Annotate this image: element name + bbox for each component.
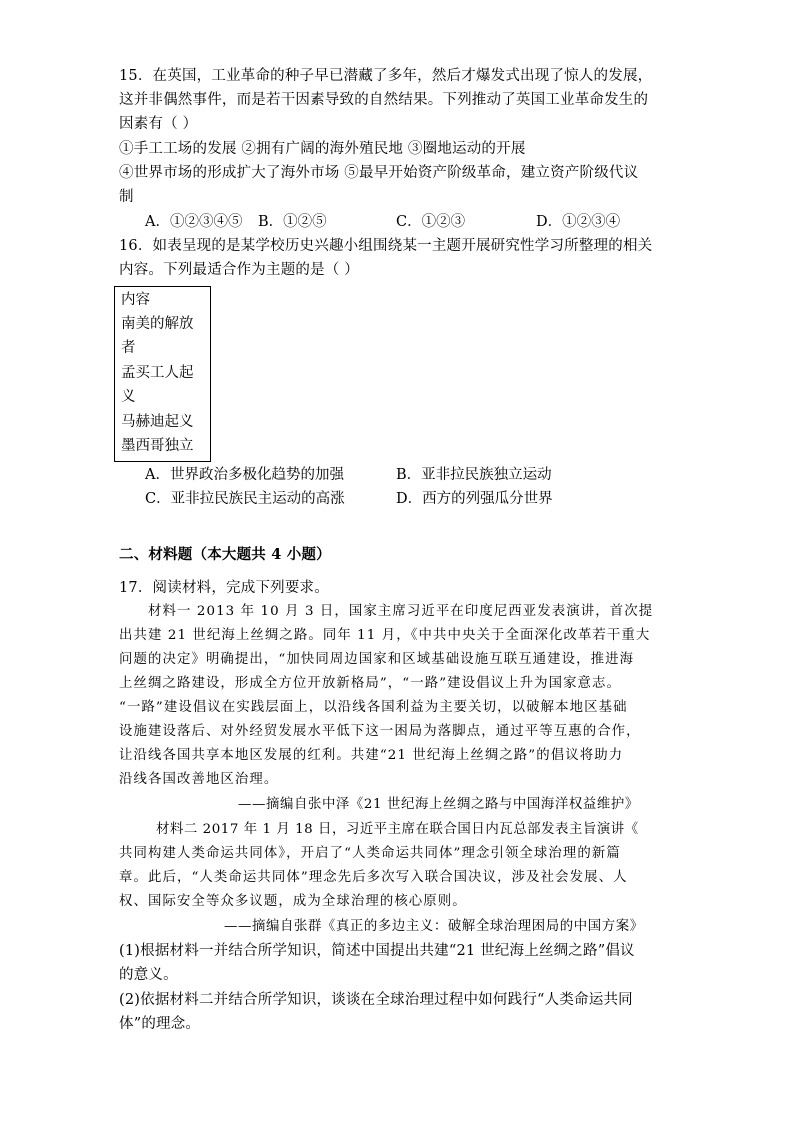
table-cell-line: 墨西哥独立 [121,438,194,454]
q16-stem-line-1: 16．如表呈现的是某学校历史兴趣小组围绕某一主题开展研究性学习所整理的相关 [119,238,653,254]
q17-material1-line: “一路”建设倡议在实践层面上，以沿线各国利益为主要关切，以破解本地区基础 [119,700,628,715]
table-cell-line: 孟买工人起 [121,365,194,381]
q17-material1-line: 设施建设落后、对外经贸发展水平低下这一困局为落脚点，通过平等互惠的合作， [119,724,641,739]
q15-items-line-1: ①手工工场的发展 ②拥有广阔的海外殖民地 ③圈地运动的开展 [119,141,526,157]
q17-material1-line: 上丝绸之路建设，形成全方位开放新格局”，“一路”建设倡议上升为国家意志。 [119,676,622,691]
q17-material1-line: 让沿线各国共享本地区发展的红利。共建“21 世纪海上丝绸之路”的倡议将助力 [119,748,624,763]
table-cell-header: 内容 [121,292,150,308]
q17-material1-line: 沿线各国改善地区治理。 [119,772,279,787]
q17-subquestion-2-line-2: 体”的理念。 [119,1016,201,1032]
q15-stem-line-1: 15．在英国，工业革命的种子早已潜藏了多年，然后才爆发式出现了惊人的发展， [119,68,653,84]
q17-material1-line: 出共建 21 世纪海上丝绸之路。同年 11 月，《中共中央关于全面深化改革若干重大 [119,628,651,643]
q17-subquestion-2-line-1: (2)依据材料二并结合所学知识，谈谈在全球治理过程中如何践行“人类命运共同 [119,992,633,1008]
q16-option-c: C．亚非拉民族民主运动的高涨 [145,491,345,507]
q17-intro: 17．阅读材料，完成下列要求。 [119,580,329,596]
q16-option-b: B．亚非拉民族独立运动 [396,467,552,483]
q15-stem-line-3: 因素有（ ） [119,116,198,132]
q16-stem-line-2: 内容。下列最适合作为主题的是（ ） [119,262,360,278]
q17-material1-line: 材料一 2013 年 10 月 3 日，国家主席习近平在印度尼西亚发表演讲，首次提 [148,604,654,619]
q17-material2-line: 材料二 2017 年 1 月 18 日，习近平主席在联合国日内瓦总部发表主旨演讲《 [156,822,639,837]
q15-option-a: A．①②③④⑤ [145,214,243,230]
table-cell-line: 马赫迪起义 [121,414,194,430]
q17-subquestion-1-line-1: (1)根据材料一并结合所学知识，简述中国提出共建“21 世纪海上丝绸之路”倡议 [119,943,635,959]
q15-stem-line-2: 这并非偶然事件，而是若干因素导致的自然结果。下列推动了英国工业革命发生的 [119,92,649,108]
q16-option-d: D．西方的列强瓜分世界 [396,491,553,507]
q17-material2-line: 共同构建人类命运共同体》，开启了“人类命运共同体”理念引领全球治理的新篇 [119,846,621,861]
q17-subquestion-1-line-2: 的意义。 [119,967,178,983]
q17-material2-line: 权、国际安全等众多议题，成为全球治理的核心原则。 [119,894,467,909]
table-cell-line: 义 [121,389,136,405]
q17-material1-line: 问题的决定》明确提出，“加快同周边国家和区域基础设施互联互通建设，推进海 [119,652,635,667]
q15-option-d: D．①②③④ [536,214,621,230]
q16-option-a: A．世界政治多极化趋势的加强 [145,467,344,483]
q15-option-b: B．①②⑤ [258,214,327,230]
q15-items-line-2: ④世界市场的形成扩大了海外市场 ⑤最早开始资产阶级革命，建立资产阶级代议 [119,165,639,181]
q15-option-c: C．①②③ [396,214,466,230]
q17-material2-line: 章。此后，“人类命运共同体”理念先后多次写入联合国决议，涉及社会发展、人 [119,870,628,885]
table-cell-line: 南美的解放 [121,316,194,332]
q17-material2-source: ——摘编自张群《真正的多边主义：破解全球治理困局的中国方案》 [224,919,644,934]
table-cell-line: 者 [121,340,136,356]
q16-content-table [114,286,211,462]
q15-items-line-3: 制 [119,189,134,205]
q17-material1-source: ——摘编自张中泽《21 世纪海上丝绸之路与中国海洋权益维护》 [238,797,639,812]
section-heading: 二、材料题（本大题共 4 小题） [119,546,331,563]
